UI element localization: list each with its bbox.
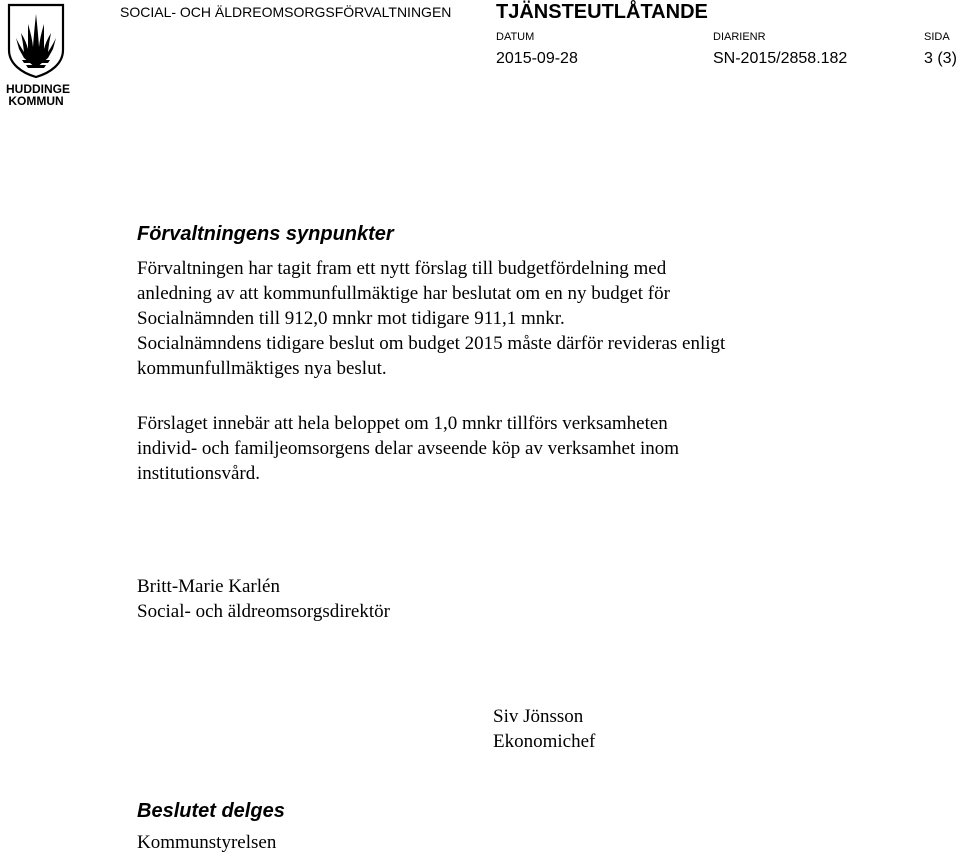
paragraph-line: individ- och familjeomsorgens delar avseende köp av verksamhet inom [137, 438, 680, 459]
distribution-heading: Beslutet delges [137, 800, 285, 822]
paragraph-line: anledning av att kommunfullmäktige har beslutat om en ny budget för [137, 283, 670, 304]
registration-number: SN-2015/2858.182 [713, 50, 848, 67]
municipality-logo [6, 2, 71, 108]
document-type: TJÄNSTEUTLÅTANDE [496, 1, 708, 23]
distribution-recipient: Kommunstyrelsen [137, 832, 277, 853]
signatory-name: Siv Jönsson [493, 706, 584, 727]
page-number: 3 (3) [924, 50, 957, 67]
coat-of-arms-icon [6, 2, 66, 78]
paragraph-line: Förslaget innebär att hela beloppet om 1,0 mnkr tillförs verksamheten [137, 413, 668, 434]
page-label: SIDA [924, 31, 950, 43]
paragraph-line: Socialnämndens tidigare beslut om budget 2015 måste därför revideras enligt [137, 333, 726, 354]
signatory-title: Social- och äldreomsorgsdirektör [137, 601, 390, 622]
signature-block-1 [137, 574, 390, 624]
signature-block-2 [493, 704, 595, 754]
date-label: DATUM [496, 31, 535, 43]
registration-label: DIARIENR [713, 31, 766, 43]
signatory-name: Britt-Marie Karlén [137, 576, 280, 597]
paragraph-line: Förvaltningen har tagit fram ett nytt förslag till budgetfördelning med [137, 258, 667, 279]
paragraph-1 [137, 256, 725, 381]
date-value: 2015-09-28 [496, 50, 578, 67]
org-name: HUDDINGE KOMMUN [6, 82, 71, 108]
paragraph-2 [137, 411, 679, 486]
section-heading: Förvaltningens synpunkter [137, 223, 394, 245]
paragraph-line: institutionsvård. [137, 463, 260, 484]
paragraph-line: kommunfullmäktiges nya beslut. [137, 358, 387, 379]
signatory-title: Ekonomichef [493, 731, 596, 752]
department-name: SOCIAL- OCH ÄLDREOMSORGSFÖRVALTNINGEN [120, 4, 452, 20]
paragraph-line: Socialnämnden till 912,0 mnkr mot tidigare 911,1 mnkr. [137, 308, 565, 329]
